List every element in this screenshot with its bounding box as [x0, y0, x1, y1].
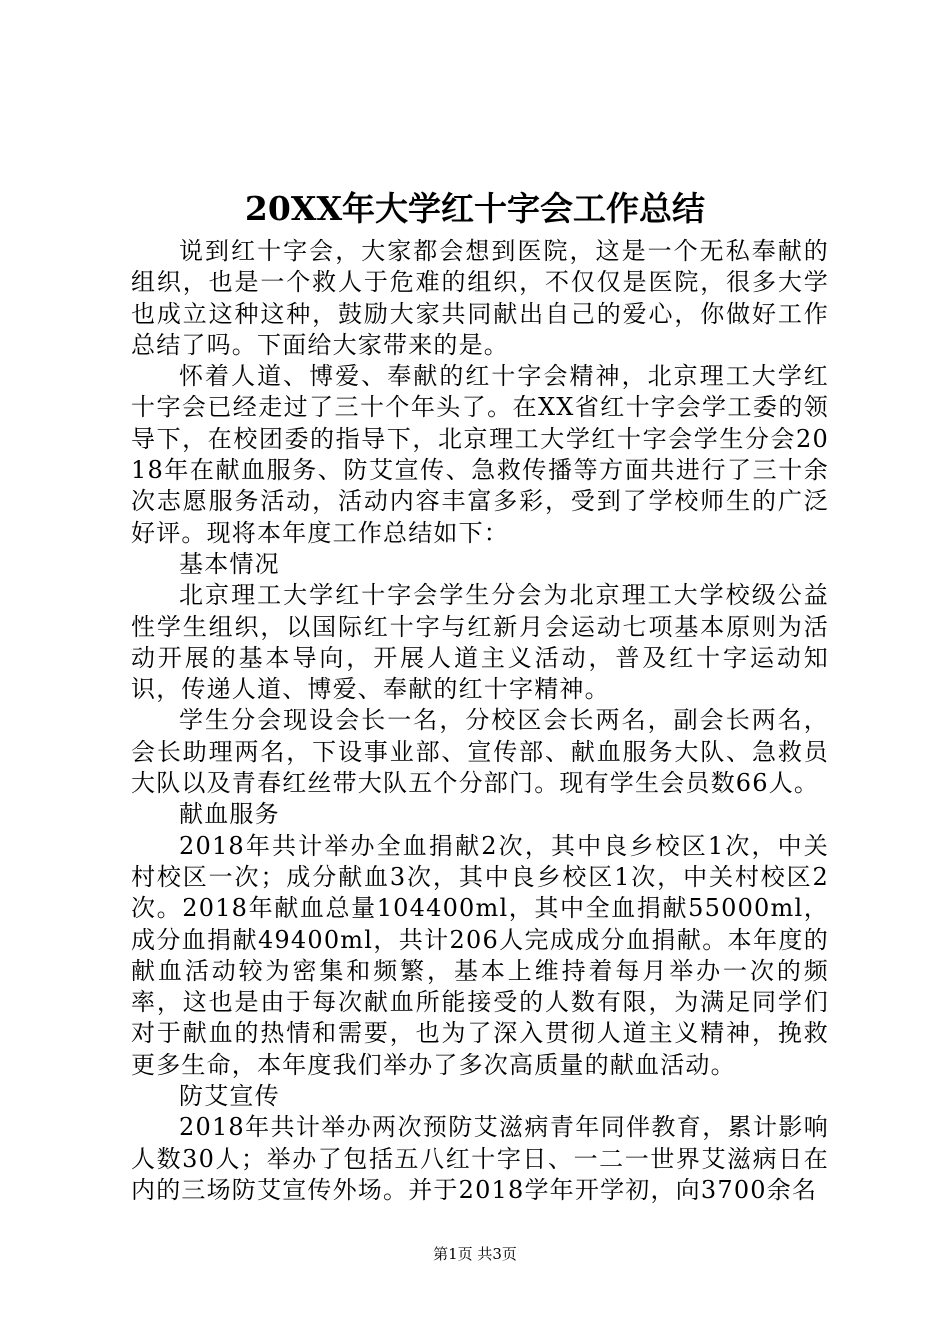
- document-body: [131, 236, 829, 1206]
- page-footer: 第1页 共3页: [433, 1245, 517, 1263]
- section-heading-blood: 献血服务: [179, 800, 280, 829]
- paragraph-basic-2: 学生分会现设会长一名，分校区会长两名，副会长两名，会长助理两名，下设事业部、宣传部、献血服务大队、急救员大队以及青春红丝带大队五个分部门。现有学生会员数66人。: [131, 706, 829, 798]
- paragraph-aids: 2018年共计举办两次预防艾滋病青年同伴教育，累计影响人数30人；举办了包括五八红十字日、一二一世界艾滋病日在内的三场防艾宣传外场。并于2018学年开学初，向3700余名: [131, 1113, 829, 1204]
- paragraph-basic-1: 北京理工大学红十字会学生分会为北京理工大学校级公益性学生组织，以国际红十字与红新月会运动七项基本原则为活动开展的基本导向，开展人道主义活动，普及红十字运动知识，传递人道、博爱、奉献的红十字精神。: [131, 581, 829, 704]
- section-heading-aids: 防艾宣传: [179, 1082, 280, 1111]
- paragraph-overview: 怀着人道、博爱、奉献的红十字会精神，北京理工大学红十字会已经走过了三十个年头了。在XX省红十字会学工委的领导下，在校团委的指导下，北京理工大学红十字会学生分会2018年在献血服务、防艾宣传、急救传播等方面共进行了三十余次志愿服务活动，活动内容丰富多彩，受到了学校师生的广泛好评。现将本年度工作总结如下：: [131, 362, 829, 547]
- paragraph-intro: 说到红十字会，大家都会想到医院，这是一个无私奉献的组织，也是一个救人于危难的组织，不仅仅是医院，很多大学也成立这种这种，鼓励大家共同献出自己的爱心，你做好工作总结了吗。下面给大家带来的是。: [131, 237, 829, 359]
- section-heading-basic: 基本情况: [179, 549, 280, 578]
- document-title: 20XX年大学红十字会工作总结: [244, 189, 706, 228]
- paragraph-blood: 2018年共计举办全血捐献2次，其中良乡校区1次，中关村校区一次；成分献血3次，其中良乡校区1次，中关村校区2次。2018年献血总量104400ml，其中全血捐献55000ml，成分血捐献49400ml，共计206人完成成分血捐献。本年度的献血活动较为密集和频繁，基本上维持着每月举办一次的频率，这也是由于每次献血所能接受的人数有限，为满足同学们对于献血的热情和需要，也为了深入贯彻人道主义精神，挽救更多生命，本年度我们举办了多次高质量的献血活动。: [131, 831, 829, 1079]
